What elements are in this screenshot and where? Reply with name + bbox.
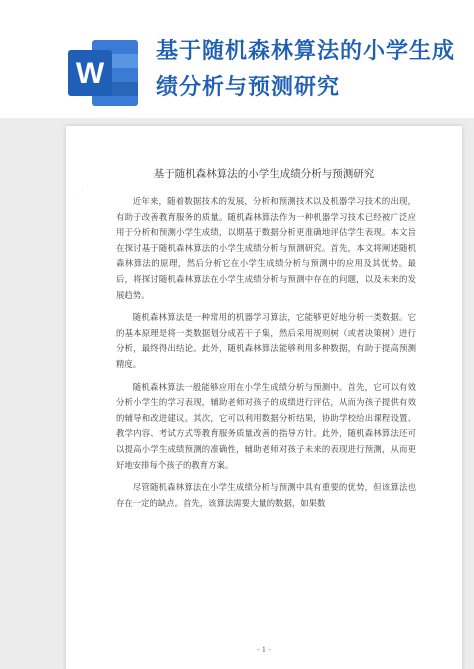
watermark: · · ·: [74, 183, 92, 199]
svg-text:W: W: [75, 57, 105, 90]
paragraph: 随机森林算法是一种常用的机器学习算法，它能够更好地分析一类数据。它的基本原理是将一类数据划分成若干子集，然后采用规则树（或者决策树）进行分析，最终得出结论。此外，随机森林算法能够利用多种数据，有助于提高预测精度。: [116, 312, 416, 369]
header-banner: [0, 0, 474, 130]
paragraph: 尽管随机森林算法在小学生成绩分析与预测中具有重要的优势，但该算法也存在一定的缺点。首先，该算法需要大量的数据，如果数: [116, 482, 416, 508]
paragraph: 近年来，随着数据技术的发展，分析和预测技术以及机器学习技术的出现，有助于改善教育服务的质量。随机森林算法作为一种机器学习技术已经被广泛应用于分析和预测小学生成绩，以期基于数据分析更准确地评估学生表现。本文旨在探讨基于随机森林算法的小学生成绩分析与预测研究。首先，本文将阐述随机森林算法的原理，然后分析它在小学生成绩分析与预测中的应用及其优势。最后，将探讨随机森林算法在小学生成绩分析与预测中存在的问题，以及未来的发展趋势。: [116, 196, 416, 300]
header-title: 基于随机森林算法的小学生成绩分析与预测研究: [156, 39, 456, 100]
document-page: [66, 126, 462, 669]
document-title: 基于随机森林算法的小学生成绩分析与预测研究: [153, 168, 375, 180]
document-body: [116, 194, 416, 518]
paragraph: 随机森林算法一般能够应用在小学生成绩分析与预测中。首先，它可以有效分析小学生的学习表现，辅助老师对孩子的成绩进行评估，从而为孩子提供有效的辅导和改进建议。其次，它可以利用数据分析结果，协助学校给出课程设置、教学内容、考试方式等教育服务质量改善的指导方针。此外，随机森林算法还可以提高小学生成绩预测的准确性，辅助老师对孩子未来的表现进行预测，从而更好地安排每个孩子的教育方案。: [116, 381, 416, 470]
page-number: - 1 -: [257, 646, 271, 654]
word-icon: [62, 32, 144, 114]
